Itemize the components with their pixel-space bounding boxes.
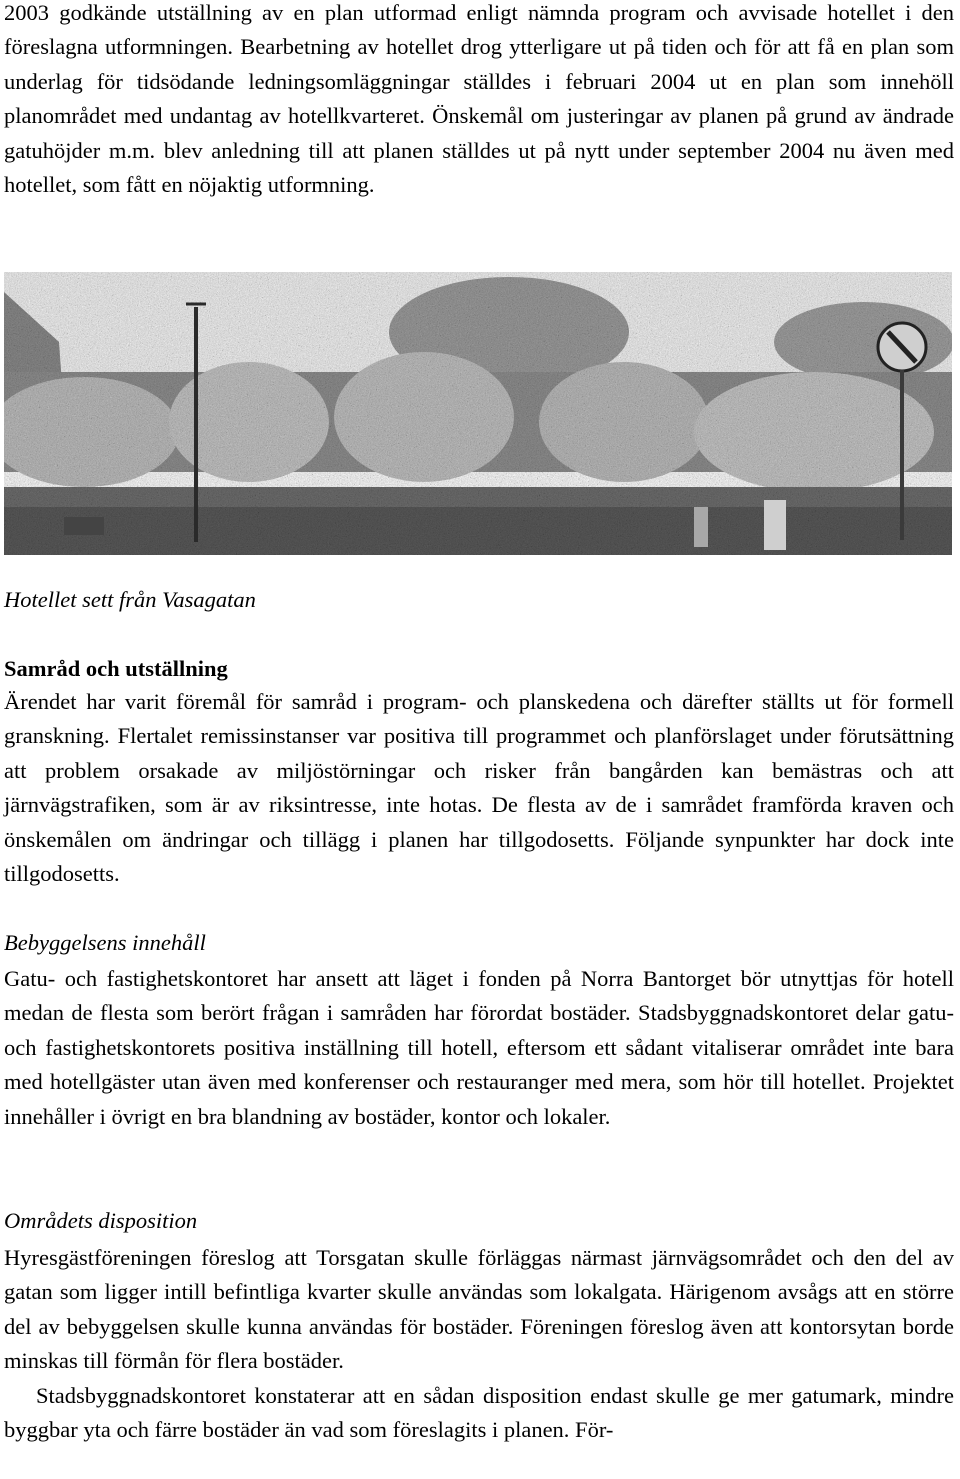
- hotel-photo: [4, 272, 952, 555]
- disposition-section: [4, 1241, 954, 1447]
- figure-caption: Hotellet sett från Vasagatan: [4, 587, 256, 612]
- intro-paragraph: 2003 godkände utställning av en plan utformad enligt nämnda program och avvisade hotellet i den föreslagna utformningen. Bearbetning av hotellet drog ytterligare ut på tiden och för att få en plan som underlag för tidsödande ledningsomläggningar ställdes i februari 2004 ut en plan som innehöll planområdet med undantag av hotellkvarteret. Önskemål om justeringar av planen på grund av ändrade gatuhöjder m.m. blev anledning till att planen ställdes ut på nytt under september 2004 nu även med hotellet, som fått en nöjaktig utformning.: [4, 0, 954, 198]
- bebyggelse-paragraph: Gatu- och fastighetskontoret har ansett att läget i fonden på Norra Bantorget bör utnyttjas för hotell medan de flesta som berört frågan i samråden har förordat bostäder. Stadsbyggnadskontoret delar gatu- och fastighetskontorets positiva inställning till hotell, eftersom ett sådant vitaliserar området inte bara med hotellgäster utan även med konferenser och restauranger med mera, som hör till hotellet. Projektet innehåller i övrigt en bra blandning av bostäder, kontor och lokaler.: [4, 966, 954, 1129]
- subheading-disposition: Områdets disposition: [4, 1208, 198, 1233]
- street-scene-image: [4, 272, 952, 555]
- intro-section: [4, 0, 954, 202]
- disposition-paragraph-1: Hyresgästföreningen föreslog att Torsgatan skulle förläggas närmast järnvägsområdet och den del av gatan som ligger intill befintliga kvarter skulle användas som lokalgata. Härigenom avsågs att en större del av bebyggelsen skulle kunna användas för bostäder. Föreningen föreslog även att kontorsytan borde minskas till förmån för flera bostäder.: [4, 1245, 954, 1374]
- disposition-paragraph-2: Stadsbyggnadskontoret konstaterar att en sådan disposition endast skulle ge mer gatumark, mindre byggbar yta och färre bostäder än vad som föreslagits i planen. För-: [4, 1382, 954, 1443]
- bebyggelse-section: [4, 962, 954, 1134]
- section-heading-samrad: Samråd och utställning: [4, 656, 228, 681]
- samrad-paragraph: Ärendet har varit föremål för samråd i program- och planskedena och därefter ställts ut för formell granskning. Flertalet remissinstanser var positiva till programmet och planförslaget under förutsättning att problem orsakade av miljöstörningar och risker från bangården kan bemästras och att järnvägstrafiken, som är av riksintresse, inte hotas. De flesta av de i samrådet framförda kraven och önskemålen om ändringar och tillägg i planen har tillgodosetts. Följande synpunkter har dock inte tillgodosetts.: [4, 689, 954, 887]
- samrad-section: [4, 685, 954, 891]
- subheading-bebyggelse: Bebyggelsens innehåll: [4, 930, 206, 955]
